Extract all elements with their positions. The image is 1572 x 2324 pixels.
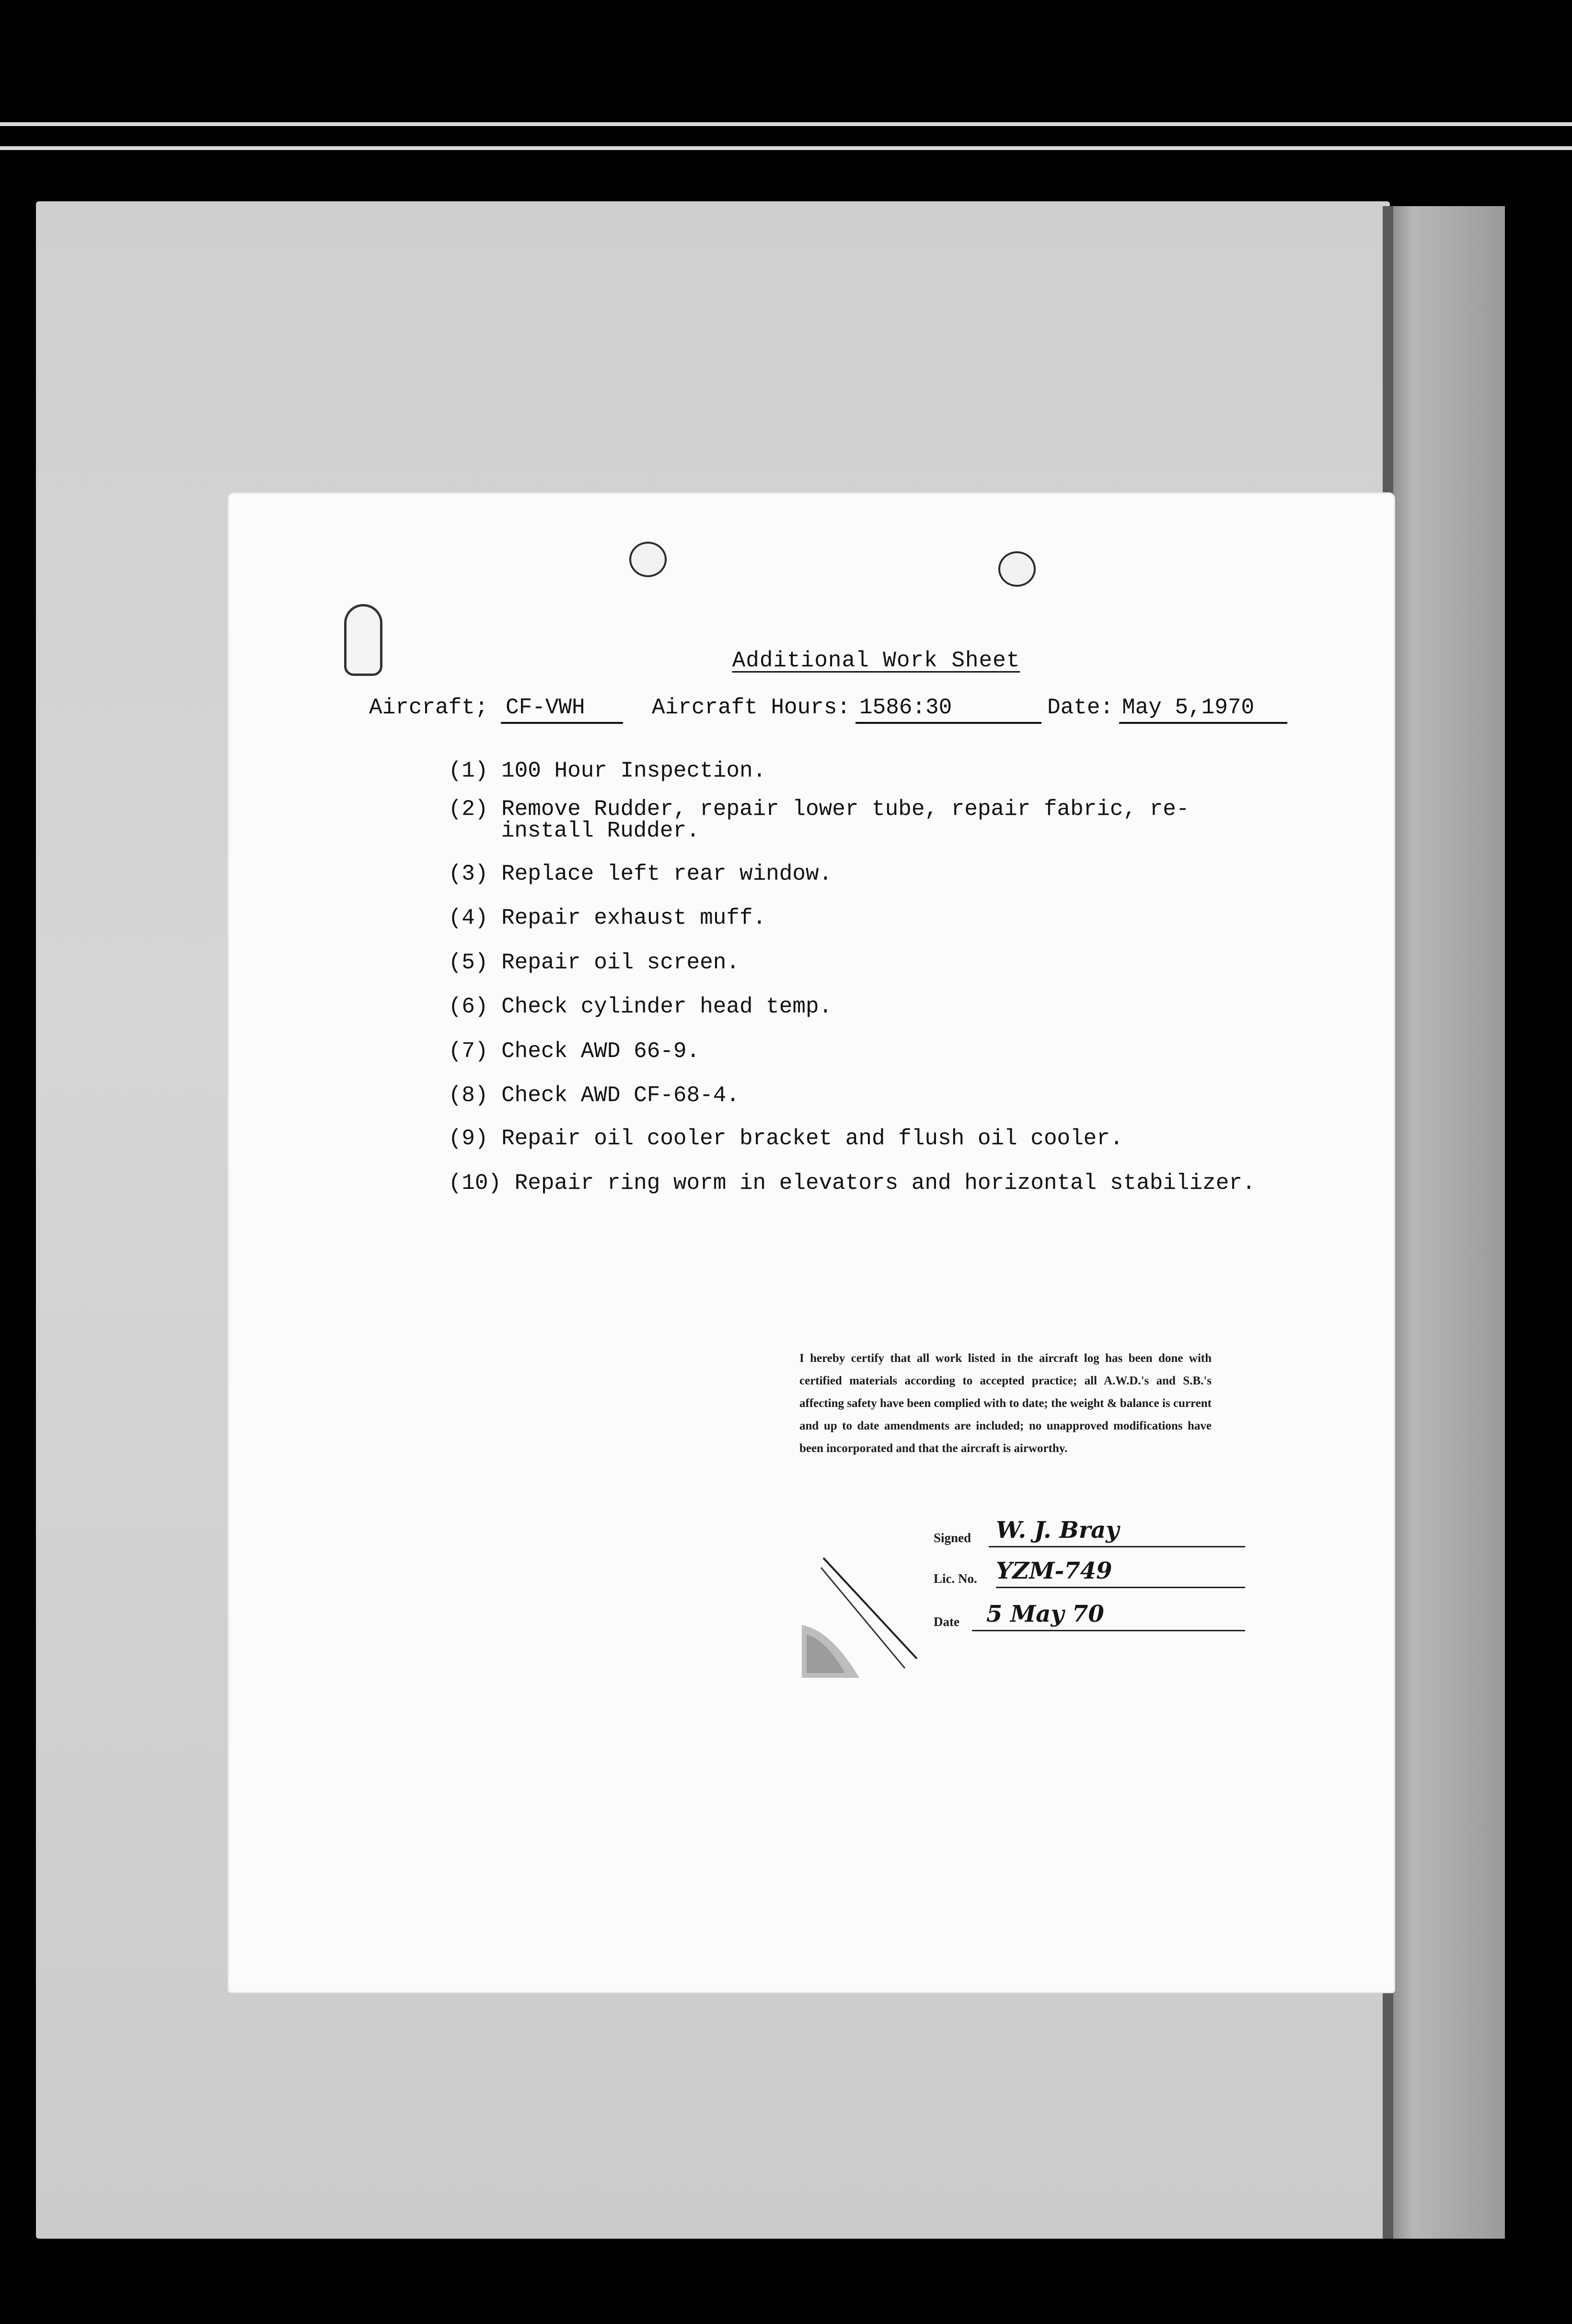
aircraft-value: CF-VWH (501, 695, 623, 724)
aircraft-label: Aircraft; (369, 695, 488, 720)
item-text: Replace left rear window. (501, 861, 832, 886)
item-text-continued: install Rudder. (501, 818, 700, 843)
film-strip-line-bottom (0, 146, 1572, 150)
item-text: Remove Rudder, repair lower tube, repair fabric, re- (501, 797, 1190, 822)
aircraft-hours-label: Aircraft Hours: (652, 695, 851, 720)
item-text: Check AWD CF-68-4. (501, 1083, 740, 1108)
punch-hole-right (998, 551, 1036, 587)
binder-clip-mark (344, 604, 382, 676)
backing-board-side (1390, 206, 1505, 2239)
license-label: Lic. No. (934, 1571, 977, 1586)
license-line (996, 1587, 1245, 1588)
item-text: Check cylinder head temp. (501, 994, 832, 1019)
item-number: (9) (448, 1126, 488, 1151)
item-number: (7) (448, 1039, 488, 1064)
signed-label: Signed (934, 1531, 971, 1545)
cert-date-handwritten: 5 May 70 (986, 1601, 1104, 1627)
item-text: Check AWD 66-9. (501, 1039, 700, 1064)
item-number: (8) (448, 1083, 488, 1108)
signature-handwritten: W. J. Bray (996, 1517, 1120, 1544)
item-number: (10) (448, 1171, 502, 1196)
item-number: (1) (448, 758, 488, 783)
license-number-handwritten: YZM-749 (996, 1557, 1112, 1584)
item-number: (3) (448, 861, 488, 886)
item-text: Repair oil cooler bracket and flush oil cooler. (501, 1126, 1123, 1151)
signed-line (989, 1546, 1245, 1547)
item-number: (2) (448, 797, 488, 822)
item-number: (4) (448, 906, 488, 930)
work-item (369, 1146, 1256, 1220)
item-number: (6) (448, 994, 488, 1019)
date-label: Date: (1047, 695, 1114, 720)
license-row (934, 1557, 1245, 1589)
signed-row (934, 1517, 1245, 1548)
aircraft-hours-value: 1586:30 (855, 695, 1041, 724)
item-text: Repair oil screen. (501, 950, 740, 975)
punch-hole-left (629, 542, 667, 577)
work-sheet-page (229, 494, 1394, 1992)
cert-date-label: Date (934, 1615, 959, 1629)
date-value: May 5,1970 (1119, 695, 1287, 724)
cert-date-line (972, 1630, 1245, 1631)
page-title-text: Additional Work Sheet (732, 648, 1020, 673)
item-text: 100 Hour Inspection. (501, 758, 766, 783)
item-number: (5) (448, 950, 488, 975)
item-text: Repair exhaust muff. (501, 906, 766, 930)
stamp-seal-icon (797, 1548, 922, 1687)
film-strip-line-top (0, 122, 1572, 126)
item-text: Repair ring worm in elevators and horizontal stabilizer. (514, 1171, 1256, 1196)
certification-statement: I hereby certify that all work listed in the aircraft log has been done with certified materials according to accepted practice; all A.W.D.'s and S.B.'s affecting safety have been complied with to date; the weight & balance is current and up to date amendments are included; no unapproved modifications have been incorporated and that the aircraft is airworthy. (799, 1352, 1212, 1455)
page-title (613, 648, 1140, 673)
date-row (934, 1601, 1245, 1632)
